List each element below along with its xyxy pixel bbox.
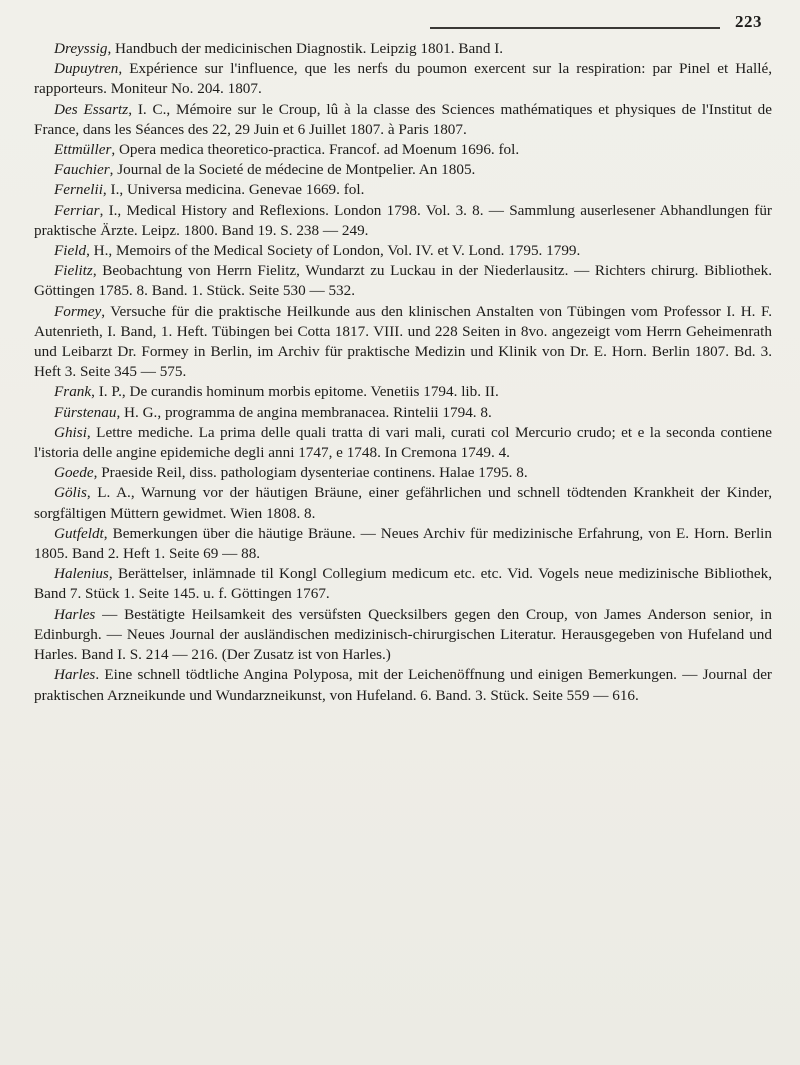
entry-author: Fürstenau — [54, 403, 117, 421]
bibliography-entry — [34, 140, 772, 160]
entry-author: Formey — [54, 302, 102, 320]
bibliography-entry — [34, 382, 772, 402]
bibliography-entry — [34, 201, 772, 241]
entry-author: Frank — [54, 383, 92, 401]
bibliography-entry — [34, 160, 772, 180]
entry-text: , I. P., De curandis hominum morbis epitome. Venetiis 1794. lib. II. — [91, 383, 499, 401]
entry-author: Ghisi — [54, 423, 87, 441]
entry-text: , Journal de la Societé de médecine de Montpelier. An 1805. — [109, 161, 476, 179]
entry-author: Fauchier — [54, 161, 110, 179]
bibliography-entry — [34, 302, 772, 383]
bibliography-entry — [34, 665, 772, 705]
entry-text: , I., Medical History and Reflexions. London 1798. Vol. 3. 8. — Sammlung auserlesener Abhandlungen für praktische Ärzte. Leipz. 1800. Band 19. S. 238 — 249. — [34, 201, 772, 239]
bibliography-entry — [34, 59, 772, 99]
entry-text: , I., Universa medicina. Genevae 1669. fol. — [102, 181, 365, 199]
entry-author: Fielitz — [54, 262, 93, 280]
entry-author: Harles — [54, 605, 96, 623]
entry-text: — Bestätigte Heilsamkeit des versüfsten Quecksilbers gegen den Croup, von James Anderson senior, in Edinburgh. — Neues Journal der ausländischen medizinisch-chirurgischen Literatur. Herausgegeben von Hufeland und Harles. Band I. S. 214 — 216. (Der Zusatz ist von Harles.) — [34, 605, 772, 664]
bibliography-entry — [34, 463, 772, 483]
entry-author: Des Essartz — [54, 100, 129, 118]
bibliography-entry — [34, 261, 772, 301]
bibliography-entry — [34, 403, 772, 423]
entry-text: , Lettre mediche. La prima delle quali tratta di vari mali, curati col Mercurio crudo; et e la seconda contiene l'istoria delle angine epidemiche degli anni 1747, e 1748. In Cremona 1749. 4. — [34, 423, 772, 462]
entry-text: . Eine schnell tödtliche Angina Polyposa, mit der Leichenöffnung und einigen Bemerkungen. — Journal der praktischen Arzneikunde und Wundarzneikunst, von Hufeland. 6. Band. 3. Stück. Seite 559 — 616. — [34, 666, 772, 704]
entry-author: Field — [54, 242, 87, 260]
bibliography-entry — [34, 524, 772, 564]
bibliography-entry — [34, 39, 772, 59]
bibliography-entry — [34, 423, 772, 463]
entry-text: , Berättelser, inlämnade til Kongl Collegium medicum etc. etc. Vid. Vogels neue medizinische Bibliothek, Band 7. Stück 1. Seite 145. u. f. Göttingen 1767. — [34, 565, 772, 603]
header-rule — [430, 27, 720, 29]
bibliography-entry — [34, 241, 772, 261]
entry-text: , Versuche für die praktische Heilkunde aus den klinischen Anstalten von Tübingen vom Professor I. H. F. Autenrieth, I. Band, 1. Heft. Tübingen bei Cotta 1817. VIII. und 228 Seiten in 8vo. angezeigt vom Herrn Geheimenrath und Leibarzt Dr. Formey in Berlin, im Archiv für praktische Medizin und Klinik von Dr. E. Horn. Berlin 1807. Bd. 3. Heft 3. Seite 345 — 575. — [34, 302, 772, 381]
entry-text: , Praeside Reil, diss. pathologiam dysenteriae continens. Halae 1795. 8. — [93, 464, 528, 482]
entry-text: , Opera medica theoretico-practica. Francof. ad Moenum 1696. fol. — [111, 141, 520, 159]
bibliography-entry — [34, 100, 772, 140]
entry-author: Harles — [54, 666, 96, 684]
entry-text: , L. A., Warnung vor der häutigen Bräune, einer gefährlichen und schnell tödtenden Krankheit der Kinder, sorgfältigen Müttern gewidmet. Wien 1808. 8. — [34, 484, 772, 522]
entry-text: , Bemerkungen über die häutige Bräune. — Neues Archiv für medizinische Erfahrung, von E. Horn. Berlin 1805. Band 2. Heft 1. Seite 69 — 88. — [34, 524, 772, 563]
entry-author: Dreyssig — [54, 40, 108, 57]
entry-author: Gutfeldt — [54, 524, 104, 542]
entry-author: Gölis — [54, 484, 87, 502]
entry-author: Goede — [54, 464, 94, 482]
entry-text: , Beobachtung von Herrn Fielitz, Wundarzt zu Luckau in der Niederlausitz. — Richters chirurg. Bibliothek. Göttingen 1785. 8. Band. 1. Stück. Seite 530 — 532. — [34, 262, 772, 300]
entry-text: , H., Memoirs of the Medical Society of London, Vol. IV. et V. Lond. 1795. 1799. — [86, 242, 581, 260]
bibliography-entry — [34, 483, 772, 523]
entry-author: Ferriar — [54, 201, 100, 219]
bibliography-entry — [34, 180, 772, 200]
page-number: 223 — [735, 12, 762, 31]
entry-author: Dupuytren — [54, 60, 119, 78]
entry-text: , I. C., Mémoire sur le Croup, lû à la classe des Sciences mathématiques et physiques de l'Institut de France, dans les Séances des 22, 29 Juin et 6 Juillet 1807. à Paris 1807. — [34, 100, 772, 138]
entry-text: , Handbuch der medicinischen Diagnostik. Leipzig 1801. Band I. — [107, 40, 504, 57]
entry-author: Halenius — [54, 565, 109, 583]
bibliography-entry — [34, 564, 772, 604]
entry-text: , H. G., programma de angina membranacea. Rintelii 1794. 8. — [116, 403, 492, 421]
entry-text: , Expérience sur l'influence, que les nerfs du poumon exercent sur la respiration: par Pinel et Hallé, rapporteurs. Moniteur No. 204. 1807. — [34, 60, 772, 98]
bibliography-entry — [34, 605, 772, 666]
entry-author: Fernelii — [54, 181, 103, 199]
entry-author: Ettmüller — [54, 141, 112, 159]
bibliography-list — [34, 39, 772, 706]
